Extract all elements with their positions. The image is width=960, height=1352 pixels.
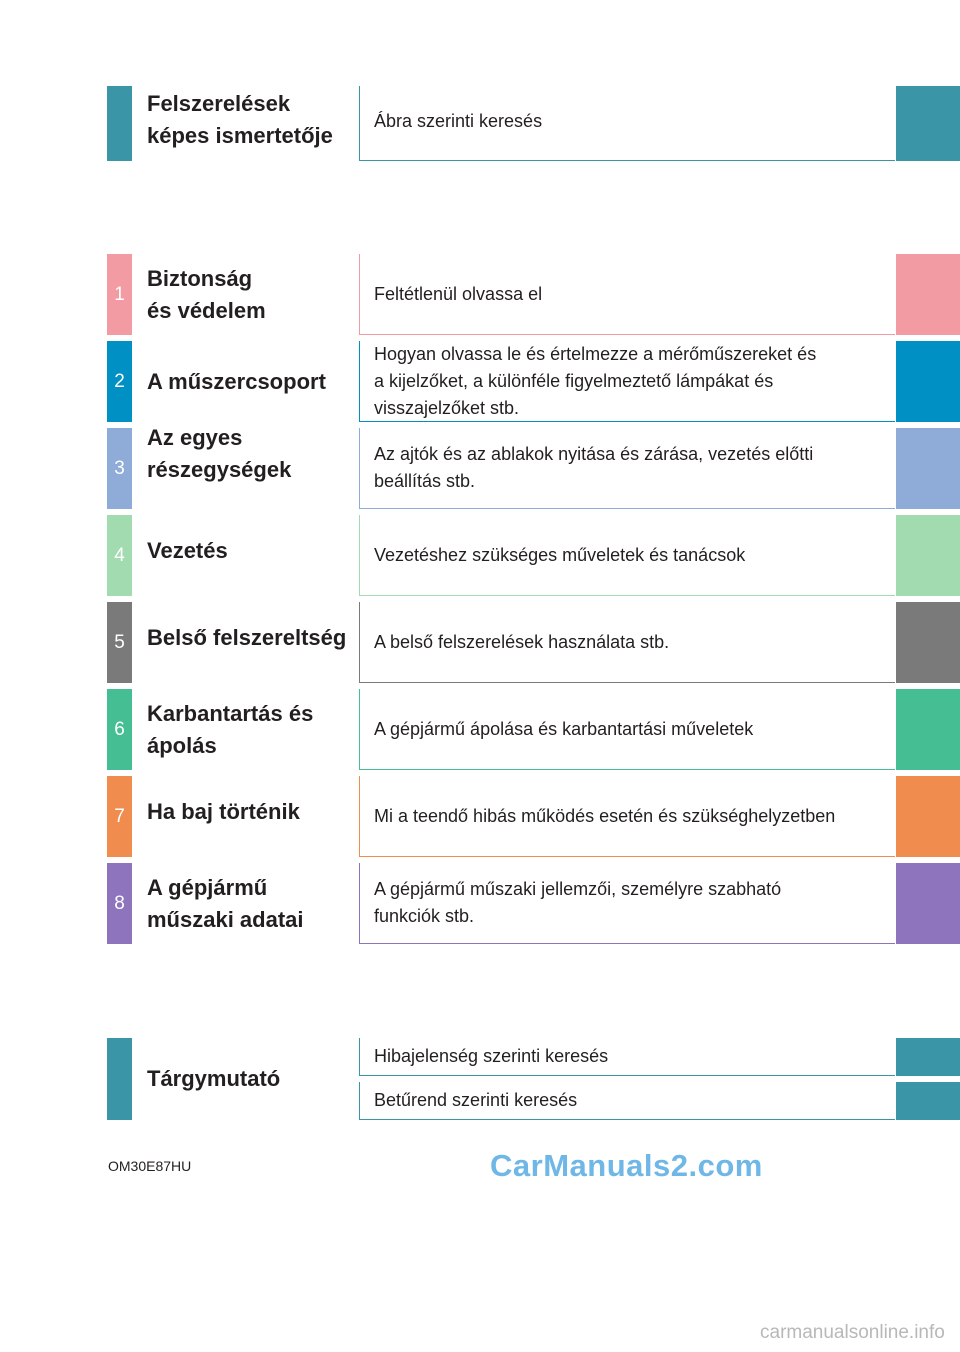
chapter-tab[interactable] xyxy=(896,863,960,944)
chapter-number: 2 xyxy=(107,341,132,422)
index-row-symptom[interactable] xyxy=(0,1038,960,1076)
index-tab-symptom[interactable] xyxy=(896,1038,960,1076)
chapter-title: Ha baj történik xyxy=(147,799,300,824)
chapter-row-6[interactable] xyxy=(0,689,960,770)
chapter-desc: Mi a teendő hibás működés esetén és szükséghelyzetben xyxy=(359,776,895,857)
chapter-title: Az egyes részegységek xyxy=(147,425,292,482)
document-code: OM30E87HU xyxy=(108,1158,192,1174)
index-desc-alphabetical: Betűrend szerinti keresés xyxy=(359,1082,895,1120)
chapter-title: A gépjármű műszaki adatai xyxy=(147,874,304,932)
chapter-desc: Hogyan olvassa le és értelmezze a mérőműszereket és a kijelzőket, a különféle figyelmeztető lámpákat és visszajelzőket stb. xyxy=(359,341,895,422)
chapter-row-7[interactable] xyxy=(0,776,960,857)
chapter-row-2[interactable] xyxy=(0,341,960,422)
chapter-tab[interactable] xyxy=(896,428,960,509)
chapter-title: Biztonság és védelem xyxy=(147,265,266,323)
chapter-desc: Vezetéshez szükséges műveletek és tanácsok xyxy=(359,515,895,596)
chapter-tab[interactable] xyxy=(896,689,960,770)
chapter-desc: Az ajtók és az ablakok nyitása és zárása, vezetés előtti beállítás stb. xyxy=(359,428,895,509)
chapter-title: Vezetés xyxy=(147,538,228,563)
chapter-row-1[interactable] xyxy=(0,254,960,335)
header-color-bar xyxy=(107,86,132,161)
header-title: Felszerelések képes ismertetője xyxy=(147,91,333,148)
chapter-tab[interactable] xyxy=(896,254,960,335)
index-row-alphabetical[interactable] xyxy=(0,1082,960,1120)
chapter-number: 8 xyxy=(107,863,132,944)
header-desc: Ábra szerinti keresés xyxy=(359,86,895,161)
watermark-link[interactable]: CarManuals2.com xyxy=(490,1148,763,1183)
chapter-row-4[interactable] xyxy=(0,515,960,596)
chapter-tab[interactable] xyxy=(896,341,960,422)
chapter-title: Belső felszereltség xyxy=(147,625,347,650)
chapter-number: 5 xyxy=(107,602,132,683)
chapter-desc: A gépjármű műszaki jellemzői, személyre szabható funkciók stb. xyxy=(359,863,895,944)
chapter-number: 6 xyxy=(107,689,132,770)
chapter-desc: A belső felszerelések használata stb. xyxy=(359,602,895,683)
chapter-number: 4 xyxy=(107,515,132,596)
chapter-title: A műszercsoport xyxy=(147,368,326,394)
chapter-title: Karbantartás és ápolás xyxy=(147,700,314,758)
chapter-row-3[interactable] xyxy=(0,425,960,509)
header-tab[interactable] xyxy=(896,86,960,161)
site-watermark: carmanualsonline.info xyxy=(760,1322,945,1343)
chapter-desc: A gépjármű ápolása és karbantartási műveletek xyxy=(359,689,895,770)
chapter-tab[interactable] xyxy=(896,776,960,857)
chapter-row-5[interactable] xyxy=(0,602,960,683)
chapter-number: 1 xyxy=(107,254,132,335)
chapter-tab[interactable] xyxy=(896,602,960,683)
chapter-number: 3 xyxy=(107,428,132,509)
header-row[interactable] xyxy=(0,86,960,161)
chapter-number: 7 xyxy=(107,776,132,857)
chapter-row-8[interactable] xyxy=(0,863,960,944)
chapter-tab[interactable] xyxy=(896,515,960,596)
index-desc-symptom: Hibajelenség szerinti keresés xyxy=(359,1038,895,1076)
index-tab-alphabetical[interactable] xyxy=(896,1082,960,1120)
chapter-desc: Feltétlenül olvassa el xyxy=(359,254,895,335)
index-title: Tárgymutató xyxy=(147,1066,281,1091)
